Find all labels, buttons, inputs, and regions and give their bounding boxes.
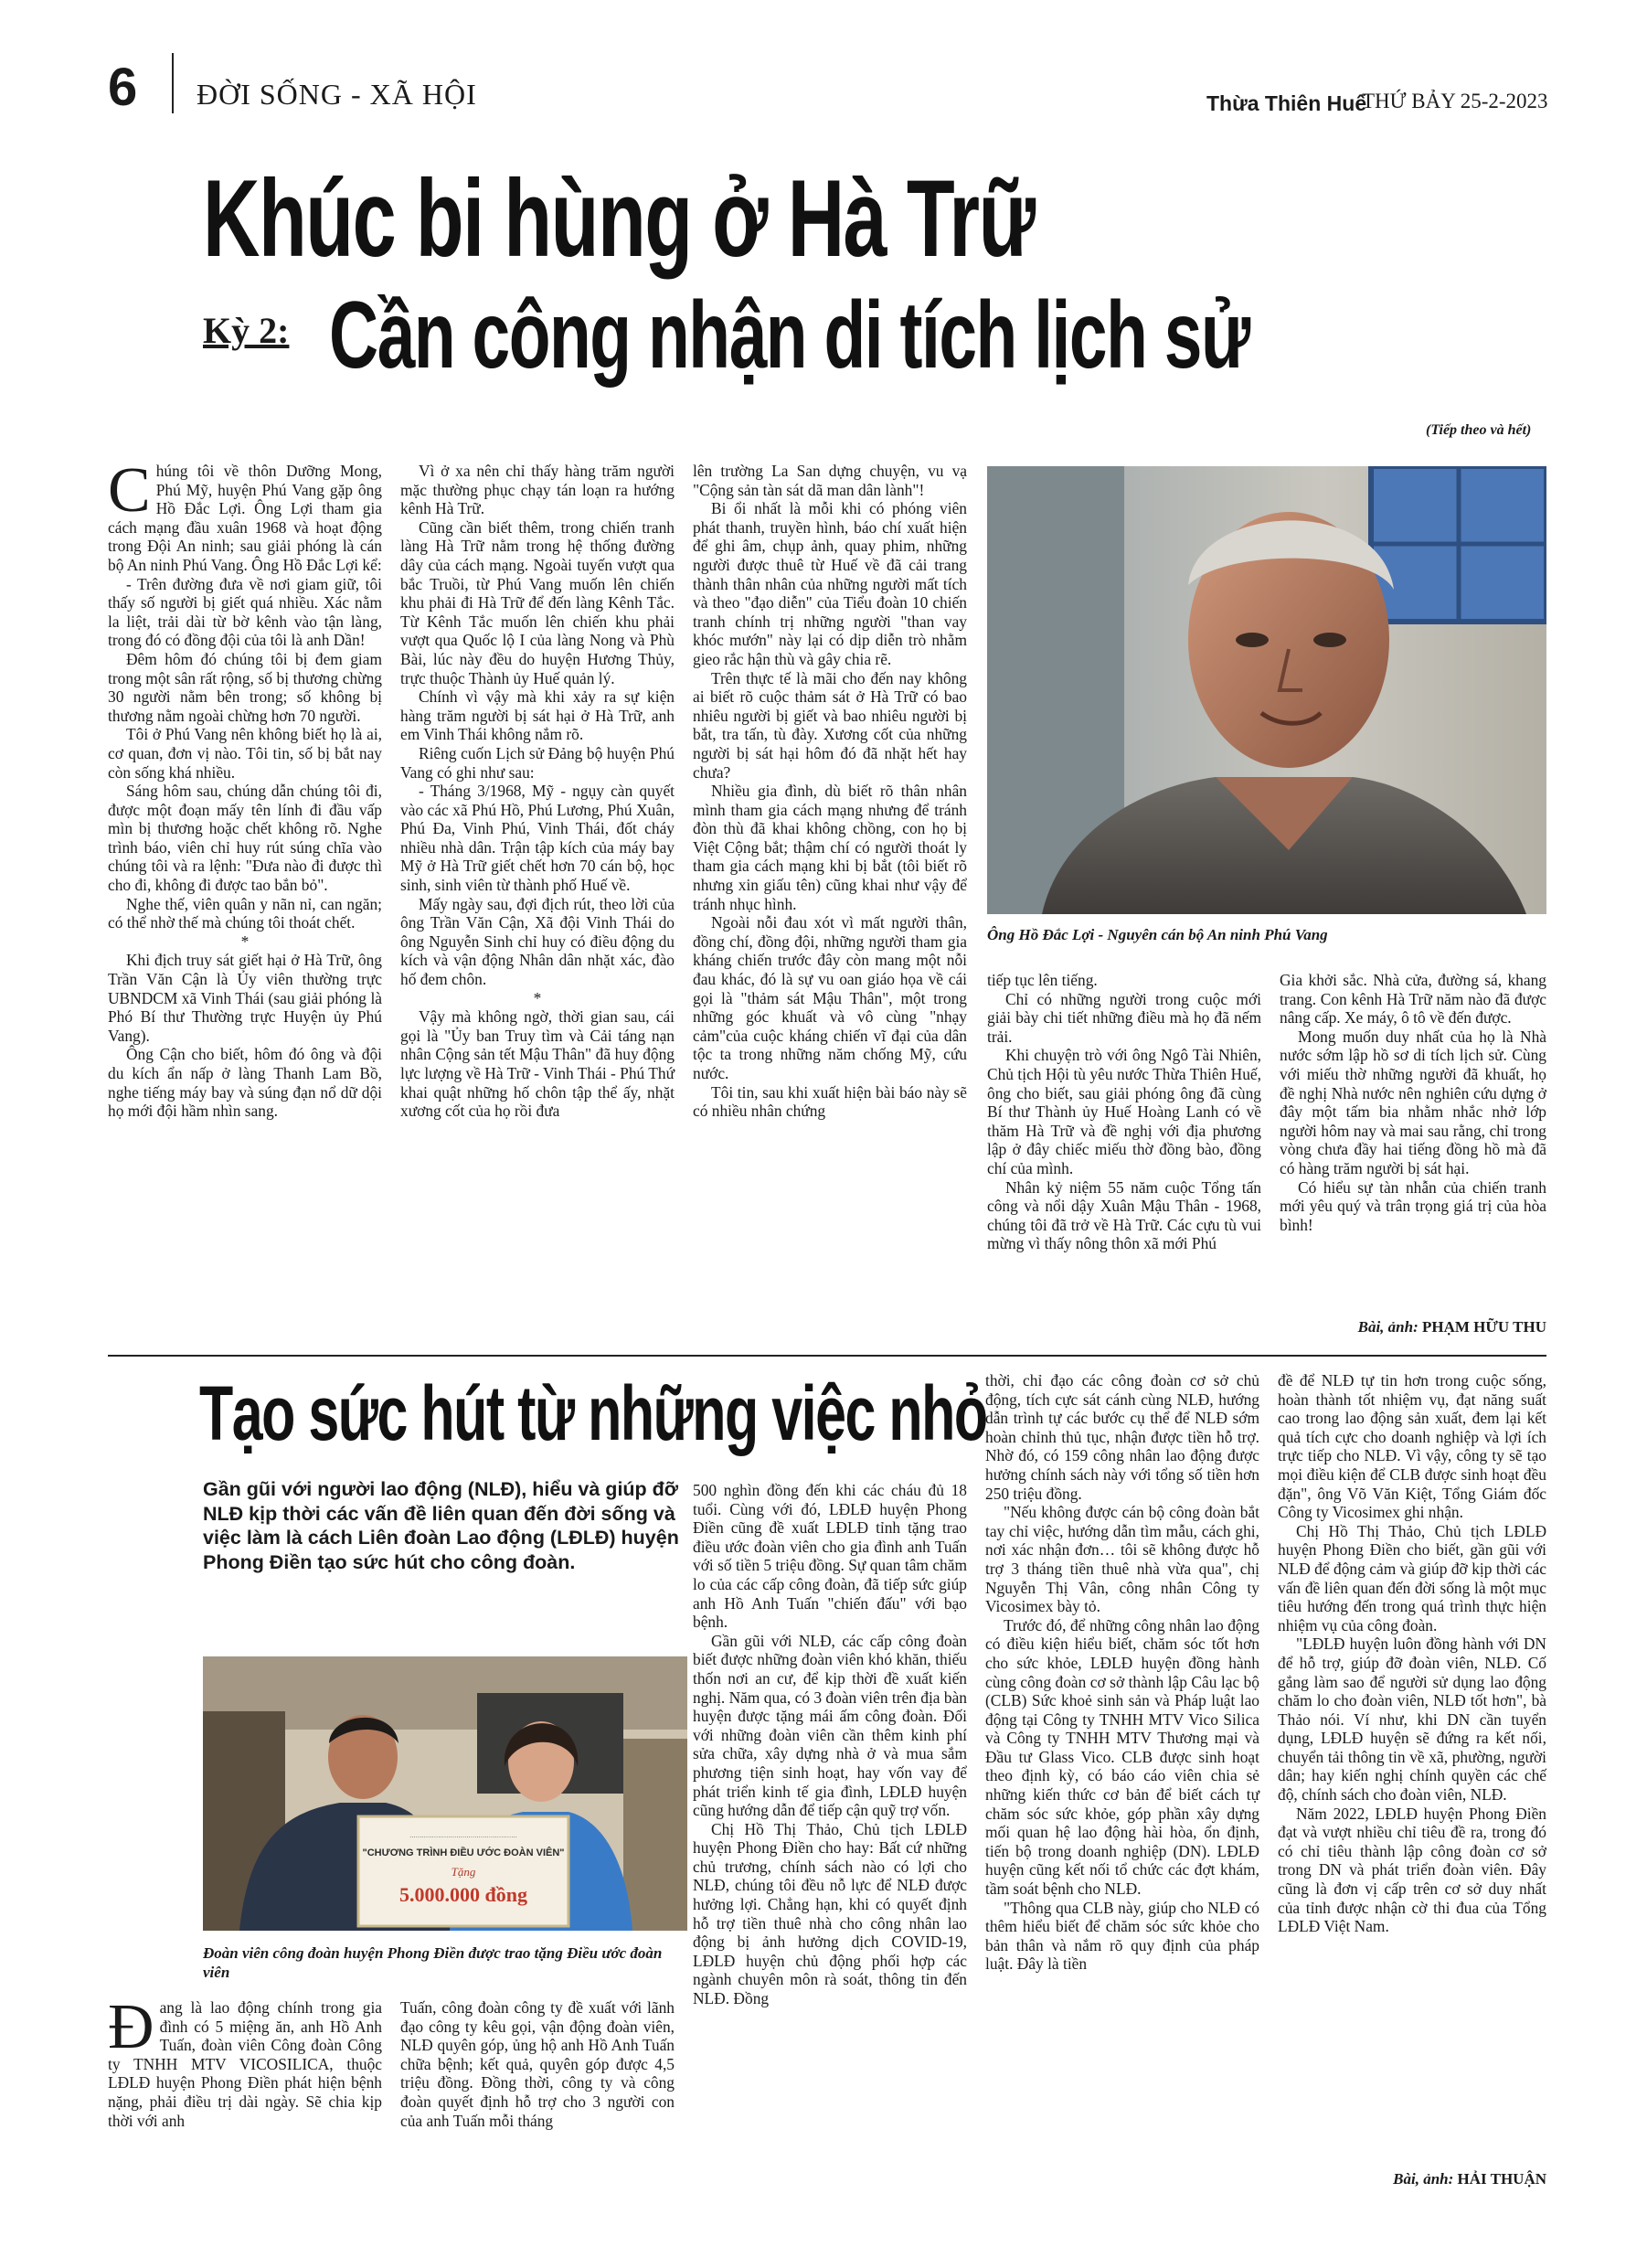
paragraph: - Tháng 3/1968, Mỹ - ngụy càn quyết vào các xã Phú Hồ, Phú Lương, Phú Xuân, Phú Đa, Vinh Phú, Vinh Thái, đốt cháy nhiều nhà dân. Trận tập kích của máy bay Mỹ ở Hà Trữ giết chết hơn 70 cán bộ, học sinh, sinh viên từ thành phố Huế về. (400, 782, 675, 895)
paragraph: Năm 2022, LĐLĐ huyện Phong Điền đạt và vượt nhiều chỉ tiêu đề ra, trong đó có chỉ tiêu thành lập công đoàn cơ sở trong DN và phát triển đoàn viên. Đây cũng là đơn vị cấp trên cơ sở duy nhất của tỉnh được nhận cờ thi đua của Tổng LĐLĐ Việt Nam. (1278, 1804, 1546, 1936)
paragraph: Tôi ở Phú Vang nên không biết họ là ai, cơ quan, đơn vị nào. Tôi tin, số bị bắt nay còn sống khá nhiều. (108, 725, 382, 782)
paragraph: Mong muốn duy nhất của họ là Nhà nước sớm lập hồ sơ di tích lịch sử. Cùng với miếu thờ những người đã khuất, họ đề nghị Nhà nước nên nghiên cứu dựng ở đây một tấm bia nhằm nhắc nhở lớp người hôm nay và mai sau rằng, chỉ trong vòng chưa đầy hai tiếng đồng hồ mà đã có hàng trăm người bị sát hại. (1280, 1027, 1546, 1177)
header-divider (172, 53, 174, 113)
paragraph: Ông Cận cho biết, hôm đó ông và đội du kích ẩn nấp ở làng Thanh Lam Bồ, nghe tiếng máy bay và súng đạn nổ dữ dội họ mới đội hầm nhìn sang. (108, 1045, 382, 1121)
paragraph: "Thông qua CLB này, giúp cho NLĐ có thêm hiểu biết để chăm sóc sức khỏe cho bản thân và nắm rõ quy định của pháp luật. Đây là tiền (985, 1898, 1259, 1974)
award-photo (203, 1656, 687, 1931)
award-photo-image (203, 1656, 687, 1931)
paragraph: Cũng cần biết thêm, trong chiến tranh làng Hà Trữ nằm trong hệ thống đường dây của cách mạng. Ngoài tuyến vượt qua bắc Truồi, từ Phú Vang muốn lên chiến khu phải đi Hà Trữ để đến làng Kênh Tắc. Từ Kênh Tắc muốn lên chiến khu phải vượt qua Quốc lộ I của làng Nong và Phù Bài, lúc này đều do huyện Hương Thủy, trực thuộc Thành ủy Huế quản lý. (400, 517, 675, 687)
paragraph: Trên thực tế là mãi cho đến nay không ai biết rõ cuộc thảm sát ở Hà Trữ có bao nhiêu người bị giết và bao nhiêu người bị bắt, tra tấn, tù đày. Xương cốt của những người bị sát hại hôm đó đã nhặt hết hay chưa? (693, 668, 967, 782)
sign-tang-label: Tặng (451, 1865, 476, 1879)
paragraph: Tuấn, công đoàn công ty đề xuất với lãnh đạo công ty kêu gọi, vận động đoàn viên, NLĐ quyên góp, ủng hộ anh Hồ Anh Tuấn chữa bệnh; kết quả, quyên góp được 4,5 triệu đồng. Đồng thời, công ty và công đoàn quyết định hỗ trợ cho 3 người con của anh Tuấn mỗi tháng (400, 1998, 675, 2130)
paragraph: Riêng cuốn Lịch sử Đảng bộ huyện Phú Vang có ghi như sau: (400, 743, 675, 782)
article1-column-2 (400, 462, 675, 1121)
article-separator (108, 1355, 1546, 1357)
newspaper-name: Thừa Thiên Huế (1206, 91, 1367, 115)
paragraph: Nhiều gia đình, dù biết rõ thân nhân mình tham gia cách mạng nhưng để tránh đòn thù đã khai không chồng, con họ bị Việt Cộng bắt; thậm chí có người thoát ly tham gia cách mạng khi bị bắt (tôi biết rõ nhưng xin giấu tên) cũng khai như vậy để tránh nhục hình. (693, 782, 967, 913)
sign-program-label: "CHƯƠNG TRÌNH ĐIỀU ƯỚC ĐOÀN VIÊN" (362, 1847, 565, 1858)
dropcap: Đ (108, 1992, 154, 2062)
paragraph: "Nếu không được cán bộ công đoàn bắt tay chỉ việc, hướng dẫn tìm mẫu, cách ghi, nơi xác nhận đơn… tôi sẽ không được hỗ trợ 3 tháng tiền thuê nhà vừa qua", chị Nguyễn Thị Vân, công nhân Công ty Vicosimex bày tỏ. (985, 1503, 1259, 1616)
article1-part-label: Kỳ 2: (203, 310, 290, 351)
paragraph: Sáng hôm sau, chúng dẫn chúng tôi đi, được một đoạn mấy tên lính đi đầu vấp mìn bị thương hoặc chết không rõ. Nghe trình báo, viên chỉ huy rút súng chĩa vào chúng tôi và ra lệnh: "Đưa nào đi được thì cho đi, không đi được tao bắn bỏ". (108, 782, 382, 895)
paragraph: 500 nghìn đồng đến khi các cháu đủ 18 tuổi. Cùng với đó, LĐLĐ huyện Phong Điền cũng đề xuất LĐLĐ tỉnh tặng trao điều ước đoàn viên cho gia đình anh Tuấn với số tiền 5 triệu đồng. Sự quan tâm chăm lo của các cấp công đoàn, đã tiếp sức giúp anh Hồ Anh Tuấn "chiến đấu" với bạo bệnh. (693, 1481, 967, 1632)
continued-note: (Tiếp theo và hết) (1426, 422, 1532, 438)
paragraph: thời, chỉ đạo các công đoàn cơ sở chủ động, tích cực sát cánh cùng NLĐ, hướng dẫn trình tự các bước cụ thể để NLĐ sớm hoàn chỉnh thủ tục, nhận được tiền hỗ trợ. Nhờ đó, có 159 công nhân lao động được hưởng chính sách này với tổng số tiền hơn 250 triệu đồng. (985, 1371, 1259, 1503)
article2-column-1 (108, 1992, 382, 2130)
article1-title: Khúc bi hùng ở Hà Trữ (203, 157, 1035, 280)
award-caption: Đoàn viên công đoàn huyện Phong Điền được trao tặng Điều ước đoàn viên (203, 1944, 663, 1981)
paragraph: húng tôi về thôn Dưỡng Mong, Phú Mỹ, huyện Phú Vang gặp ông Hồ Đắc Lợi. Ông Lợi tham gia cách mạng đầu xuân 1968 và hoạt động trong Đội An ninh; sau giải phóng là cán bộ An ninh Phú Vang. Ông Hồ Đắc Lợi kể: (108, 462, 382, 574)
paragraph: Mấy ngày sau, đợi địch rút, theo lời của ông Trần Văn Cận, Xã đội Vinh Thái do ông Nguyễn Sinh chỉ huy có điều động du kích và vận động Nhân dân nhặt xác, đào hố đem chôn. (400, 894, 675, 989)
article1-column-3 (693, 462, 967, 1121)
page-number: 6 (108, 58, 138, 117)
paragraph: Bi ổi nhất là mỗi khi có phóng viên phát thanh, truyền hình, báo chí xuất hiện để ghi âm, chụp ảnh, quay phim, những người được thuê từ Huế về đã cải trang thành thân nhân của những người mất tích và theo "đạo diễn" của Tiểu đoàn 10 chiến tranh chính trị những người "than vay khóc mướn" này lại có dịp diễn trò nhằm gieo rắc hận thù và gây chia rẽ. (693, 499, 967, 668)
portrait-caption: Ông Hồ Đắc Lợi - Nguyên cán bộ An ninh Phú Vang (987, 926, 1328, 943)
section-separator: * (533, 988, 542, 1007)
article2-column-3 (693, 1481, 967, 2008)
paragraph: Ngoài nỗi đau xót vì mất người thân, đồng chí, đồng đội, những người tham gia kháng chiến trước đây còn mang một nỗi đau khác, đó là sự vu oan giáo họa về cái gọi là "thảm sát Mậu Thân", một trong những góc khuất và vô cùng "nhạy cảm"của cuộc kháng chiến vĩ đại của dân tộc ta trong những năm chống Mỹ, cứu nước. (693, 913, 967, 1082)
paragraph: Nhân kỷ niệm 55 năm cuộc Tổng tấn công và nổi dậy Xuân Mậu Thân - 1968, chúng tôi đã trở về Hà Trữ. Các cựu tù vui mừng vì thấy nông thôn xã mới Phú (987, 1177, 1261, 1253)
paragraph: tiếp tục lên tiếng. (987, 971, 1098, 989)
paragraph: Chính vì vậy mà khi xảy ra sự kiện hàng trăm người bị sát hại ở Hà Trữ, anh em Vinh Thái không nắm rõ. (400, 687, 675, 744)
paragraph: "LĐLĐ huyện luôn đồng hành với DN để hỗ trợ, giúp đỡ đoàn viên, NLĐ. Cố gắng làm sao để người sử dụng lao động chăm lo cho đoàn viên, NLĐ tốt hơn", bà Thảo nói. Ví như, khi DN cần tuyển dụng, LĐLĐ huyện sẽ đứng ra kết nối, chuyển tải thông tin về xã, phường, người dân; hay kiến nghị chính quyền các chế độ, chính sách cho đoàn viên, NLĐ. (1278, 1634, 1546, 1805)
paragraph: Chỉ có những người trong cuộc mới giải bày chi tiết những điều mà họ đã nếm trải. (987, 989, 1261, 1046)
byline-prefix: Bài, ảnh: (1393, 2170, 1454, 2188)
paragraph: Tôi tin, sau khi xuất hiện bài báo này sẽ có nhiều nhân chứng (693, 1082, 967, 1121)
article2-column-5 (1278, 1371, 1546, 1936)
paragraph: Vì ở xa nên chỉ thấy hàng trăm người mặc thường phục chạy tán loạn ra hướng kênh Hà Trữ. (400, 462, 675, 518)
byline-author: PHẠM HỮU THU (1422, 1318, 1546, 1336)
paragraph: Nghe thế, viên quân y nãn nỉ, can ngăn; có thể nhờ thế mà chúng tôi thoát chết. (108, 894, 382, 932)
sign-header: ..................................................... (409, 1831, 517, 1839)
portrait-photo-image (987, 466, 1546, 914)
article2-column-4 (985, 1371, 1259, 1974)
paragraph: Có hiểu sự tàn nhẫn của chiến tranh mới yêu quý và trân trọng giá trị của hòa bình! (1280, 1177, 1546, 1234)
article1-subtitle: Cần công nhận di tích lịch sử (329, 282, 1249, 389)
paragraph: Chị Hồ Thị Thảo, Chủ tịch LĐLĐ huyện Phong Điền cho biết, gần gũi với NLĐ để động cảm và giúp đỡ kịp thời các vấn đề liên quan đến đời sống là một mục tiêu hướng đến trong quá trình thực hiện nhiệm vụ của công đoàn. (1278, 1521, 1546, 1634)
article1-column-1 (108, 455, 382, 1121)
article2-column-2 (400, 1998, 675, 2130)
paragraph: - Trên đường đưa về nơi giam giữ, tôi thấy số người bị giết quá nhiều. Xác nằm la liệt, trải dài từ bờ kênh vào tận làng, trong đó có đồng đội của tôi là anh Dần! (108, 574, 382, 650)
dropcap: C (108, 455, 151, 526)
article1-byline (1280, 1318, 1546, 1336)
paragraph: Gần gũi với NLĐ, các cấp công đoàn biết được những đoàn viên khó khăn, thiếu thốn nơi an cư, để kịp thời đề xuất kiến nghị. Năm qua, có 3 đoàn viên trên địa bàn huyện được tặng mái ấm công đoàn. Đối với những đoàn viên cần thêm kinh phí sửa chữa, xây dựng nhà ở và mua sắm phương tiện sinh hoạt, hay vốn vay để phát triển kinh tế gia đình, LĐLĐ huyện cũng hướng dẫn để tiếp cận quỹ trợ vốn. (693, 1631, 967, 1820)
portrait-photo (987, 466, 1546, 914)
paragraph: lên trường La San dựng chuyện, vu vạ "Cộng sản tàn sát dã man dân lành"! (693, 462, 967, 499)
paragraph: Chị Hồ Thị Thảo, Chủ tịch LĐLĐ huyện Phong Điền cho hay: Bất cứ những chủ trương, chính sách nào có lợi cho NLĐ, chúng tôi đều nỗ lực để NLĐ được hưởng lợi. Chẳng hạn, khi có quyết định hỗ trợ tiền thuê nhà cho công nhân lao động bị ảnh hưởng dịch COVID-19, LĐLĐ huyện chủ động phối hợp các ngành chuyên môn rà soát, thông tin đến NLĐ. Đồng (693, 1819, 967, 2008)
byline-prefix: Bài, ảnh: (1357, 1318, 1419, 1336)
paragraph: Khi chuyện trò với ông Ngô Tài Nhiên, Chủ tịch Hội tù yêu nước Thừa Thiên Huế, ông cho biết, sau giải phóng ông đã cùng Bí thư Thành ủy Huế Hoàng Lanh có về thăm Hà Trữ và đề nghị với địa phương lập ở đây chiếc miếu thờ đồng bào, đồng chí của mình. (987, 1046, 1261, 1177)
paragraph: đề để NLĐ tự tin hơn trong cuộc sống, hoàn thành tốt nhiệm vụ, đạt năng suất cao trong lao động sản xuất, đem lại kết quả tích cực cho doanh nghiệp và lợi ích trực tiếp cho NLĐ. Vì vậy, công ty sẽ tạo mọi điều kiện để CLB được sinh hoạt đều đặn", ông Võ Văn Kiệt, Tổng Giám đốc Công ty Vicosimex ghi nhận. (1278, 1371, 1546, 1522)
paragraph: Vậy mà không ngờ, thời gian sau, cái gọi là "Ủy ban Truy tìm và Cải táng nạn nhân Cộng sản tết Mậu Thân" đã huy động lực lượng về Hà Trữ - Vinh Thái - Phú Thứ khai quật những hố chôn tập thể ấy, nhặt xương cốt của họ rồi đưa (400, 1007, 675, 1121)
paragraph: ang là lao động chính trong gia đình có 5 miệng ăn, anh Hồ Anh Tuấn, đoàn viên Công đoàn Công ty TNHH MTV VICOSILICA, thuộc LĐLĐ huyện Phong Điền phát hiện bệnh nặng, phải điều trị dài ngày. Sẽ chia kịp thời với anh (108, 1998, 382, 2130)
article1-column-5 (1280, 971, 1546, 1234)
byline-author: HẢI THUẬN (1457, 2170, 1546, 2188)
article2-title: Tạo sức hút từ những việc nhỏ (199, 1370, 987, 1456)
article2-byline (1278, 2170, 1546, 2188)
section-separator: * (240, 932, 250, 951)
section-title: ĐỜI SỐNG - XÃ HỘI (197, 78, 477, 111)
paragraph: Khi địch truy sát giết hại ở Hà Trữ, ông Trần Văn Cận là Ủy viên thường trực UBNDCM xã Vinh Thái (sau giải phóng là Phó Bí thư Thường trực Huyện ủy Phú Vang). (108, 951, 382, 1045)
paragraph: Trước đó, để những công nhân lao động có điều kiện hiểu biết, chăm sóc tốt hơn cho sức khỏe, LĐLĐ huyện đồng hành cùng công đoàn cơ sở thành lập Câu lạc bộ (CLB) Sức khoẻ sinh sản và Pháp luật lao động tại Công ty TNHH MTV Vico Silica và Công ty TNHH MTV Thương mại và Đầu tư Glass Vico. CLB được sinh hoạt theo định kỳ, có báo cáo viên chia sẻ những kiến thức cơ bản để biết cách tự chăm sóc sức khỏe, góp phần xây dựng mối quan hệ lao động hài hòa, ổn định, tiến bộ trong doanh nghiệp (DN). LĐLĐ huyện cũng kết nối tổ chức các đợt khám, tầm soát bệnh cho NLĐ. (985, 1615, 1259, 1899)
paragraph: Đêm hôm đó chúng tôi bị đem giam trong một sân rất rộng, số bị thương chừng 30 người nằm bên trong; số không bị thương nằm ngoài chừng hơn 70 người. (108, 649, 382, 725)
sign-amount: 5.000.000 đồng (399, 1883, 527, 1906)
issue-date: THỨ BẢY 25-2-2023 (1362, 90, 1548, 112)
article1-column-4 (987, 971, 1261, 1253)
paragraph: Gia khởi sắc. Nhà cửa, đường sá, khang trang. Con kênh Hà Trữ năm nào đã được nâng cấp. Xe máy, ô tô về đến được. (1280, 971, 1546, 1028)
article2-lead: Gần gũi với người lao động (NLĐ), hiểu và giúp đỡ NLĐ kịp thời các vấn đề liên quan đến đời sống và việc làm là cách Liên đoàn Lao động (LĐLĐ) huyện Phong Điền tạo sức hút cho công đoàn. (203, 1478, 679, 1573)
